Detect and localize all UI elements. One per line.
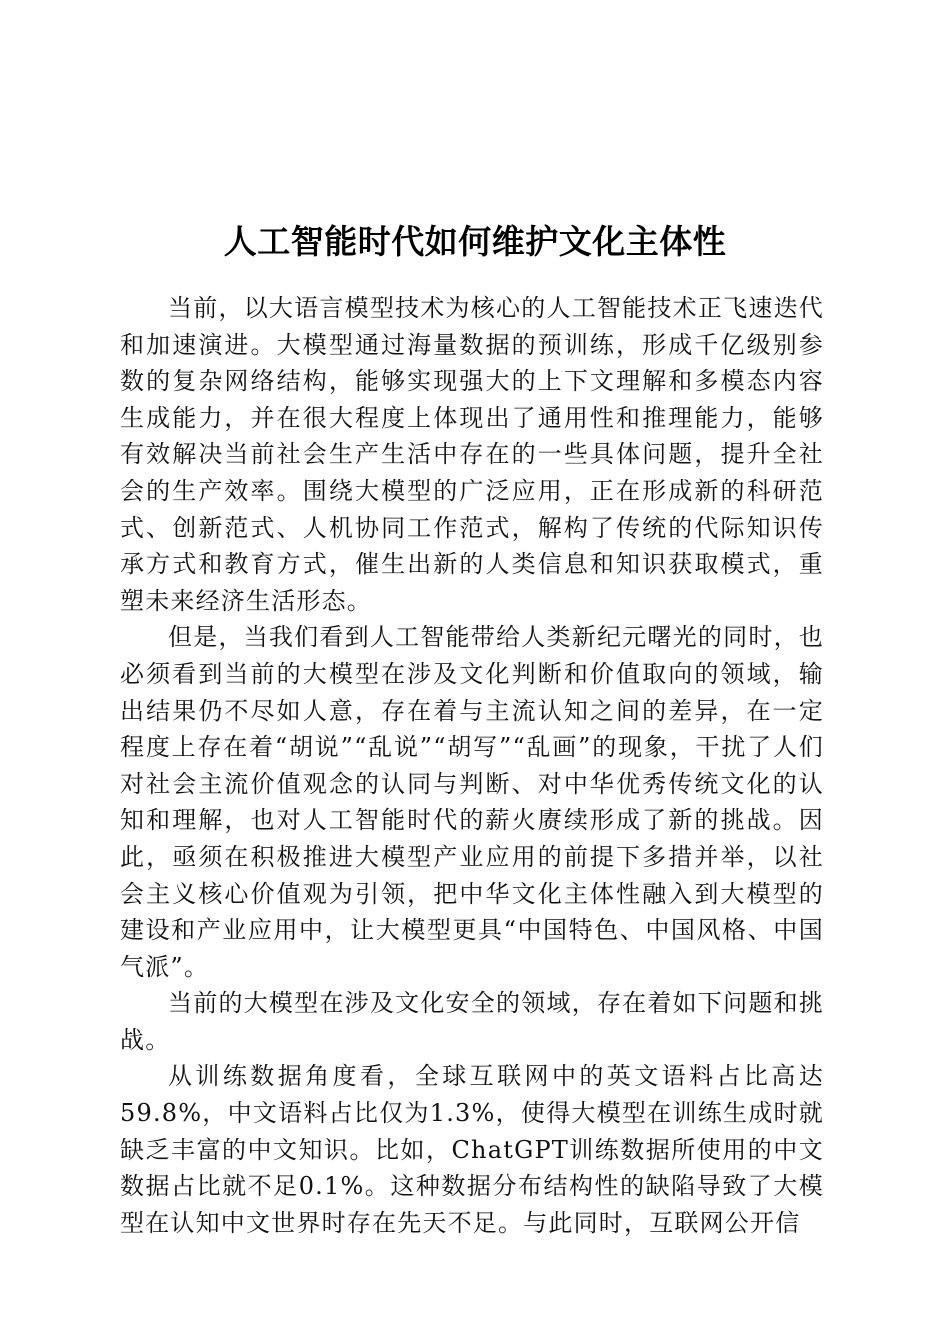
paragraph: 从训练数据角度看，全球互联网中的英文语料占比高达59.8%，中文语料占比仅为1.3%，使得大模型在训练生成时就缺乏丰富的中文知识。比如，ChatGPT训练数据所使用的中文数据占比就不足0.1%。这种数据分布结构性的缺陷导致了大模型在认知中文世界时存在先天不足。与此同时，互联网公开信	[120, 1062, 824, 1237]
paragraph: 当前，以大语言模型技术为核心的人工智能技术正飞速迭代和加速演进。大模型通过海量数据的预训练，形成千亿级别参数的复杂网络结构，能够实现强大的上下文理解和多模态内容生成能力，并在很大程度上体现出了通用性和推理能力，能够有效解决当前社会生产生活中存在的一些具体问题，提升全社会的生产效率。围绕大模型的广泛应用，正在形成新的科研范式、创新范式、人机协同工作范式，解构了传统的代际知识传承方式和教育方式，催生出新的人类信息和知识获取模式，重塑未来经济生活形态。	[120, 294, 824, 615]
document-body	[120, 290, 824, 1241]
document-title: 人工智能时代如何维护文化主体性	[223, 222, 727, 262]
paragraph: 但是，当我们看到人工智能带给人类新纪元曙光的同时，也必须看到当前的大模型在涉及文化判断和价值取向的领域，输出结果仍不尽如人意，存在着与主流认知之间的差异，在一定程度上存在着“胡说”“乱说”“胡写”“乱画”的现象，干扰了人们对社会主流价值观念的认同与判断、对中华优秀传统文化的认知和理解，也对人工智能时代的薪火赓续形成了新的挑战。因此，亟须在积极推进大模型产业应用的前提下多措并举，以社会主义核心价值观为引领，把中华文化主体性融入到大模型的建设和产业应用中，让大模型更具“中国特色、中国风格、中国气派”。	[120, 623, 824, 981]
paragraph: 当前的大模型在涉及文化安全的领域，存在着如下问题和挑战。	[120, 989, 824, 1054]
